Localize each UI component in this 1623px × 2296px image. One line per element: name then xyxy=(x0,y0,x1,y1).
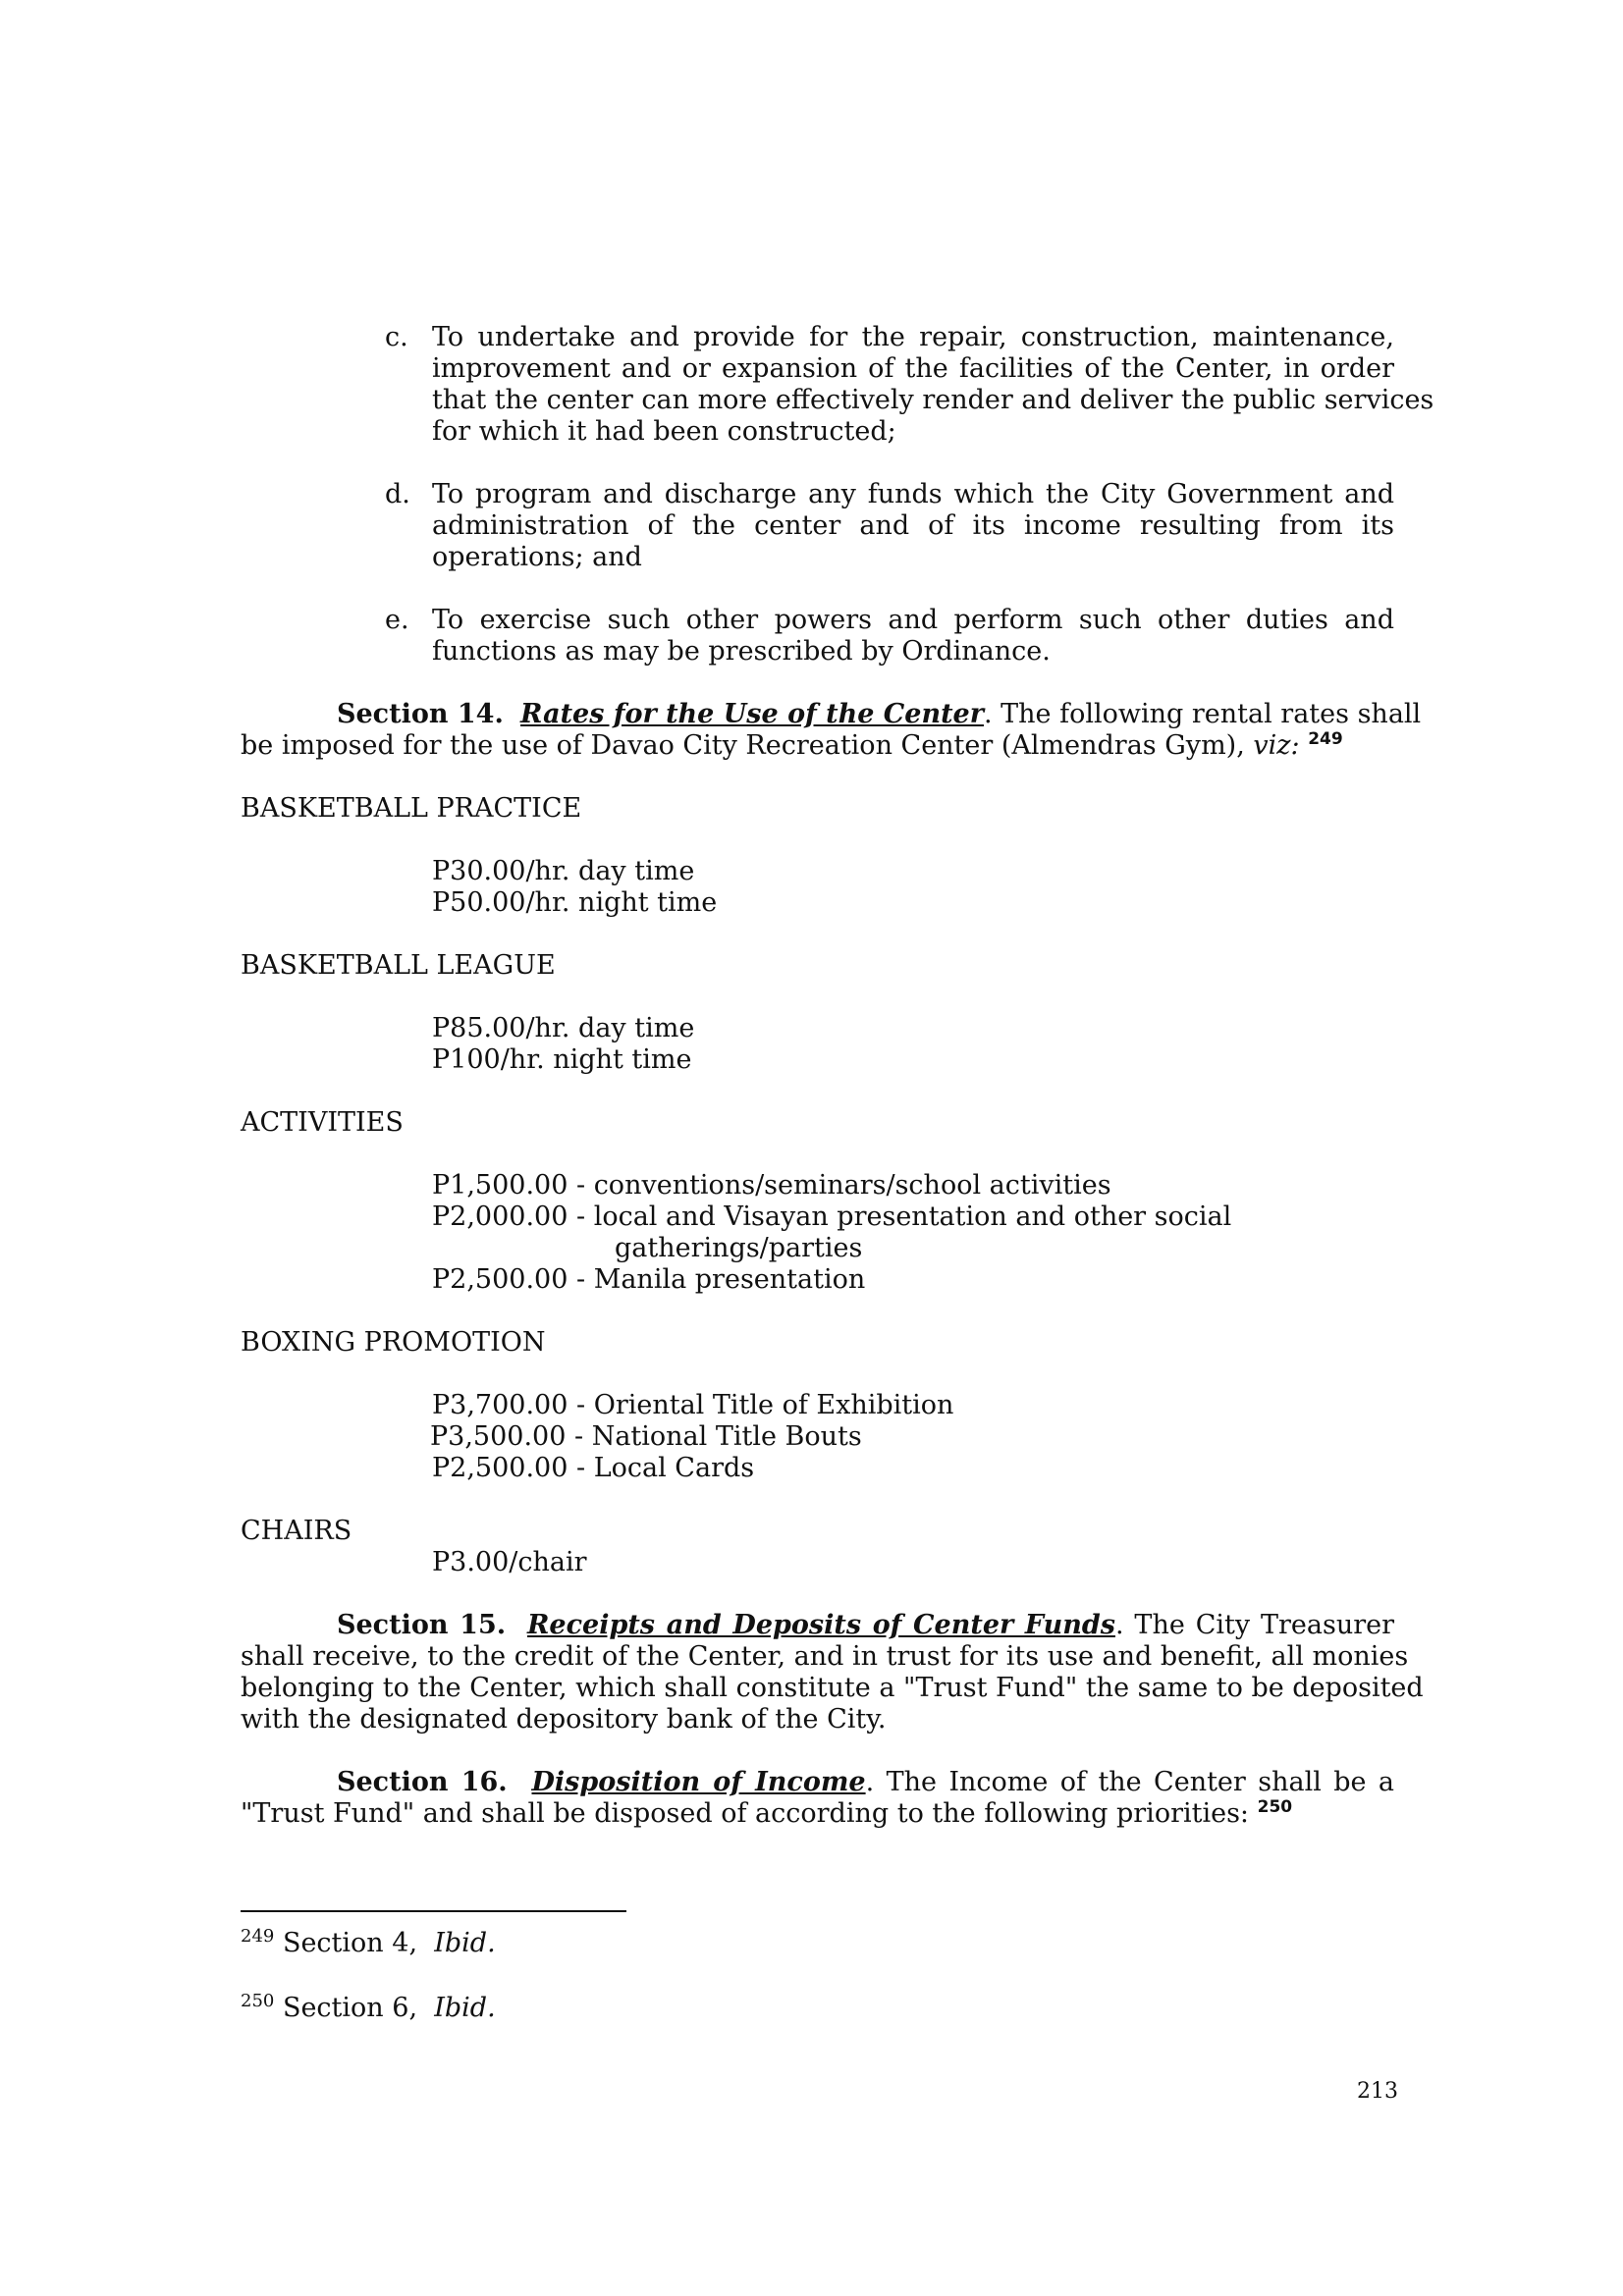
rate-item: P2,500.00 - Local Cards xyxy=(432,1453,755,1483)
rate-item: P30.00/hr. day time xyxy=(432,856,695,886)
rate-item: P1,500.00 - conventions/seminars/school activities xyxy=(432,1170,1111,1201)
section-16-title: Disposition of Income xyxy=(531,1767,866,1797)
list-item-d-line-2: administration of the center and of its income resulting from its xyxy=(432,510,1394,541)
rate-item: P2,000.00 - local and Visayan presentation and other social xyxy=(432,1201,1232,1232)
rate-item: P3.00/chair xyxy=(432,1547,587,1577)
footnote-separator xyxy=(241,1910,626,1912)
section-16-heading xyxy=(337,1767,1394,1798)
list-item-e-line-1: To exercise such other powers and perform such other duties and xyxy=(432,605,1394,635)
section-15-heading xyxy=(337,1610,1394,1641)
footnote-ref: Ibid. xyxy=(434,1993,496,2023)
footnote-ref-249: 249 xyxy=(1308,729,1343,749)
list-item-d-line-3: operations; and xyxy=(432,542,642,572)
rate-item: P2,500.00 - Manila presentation xyxy=(432,1264,866,1295)
list-item-e-line-2: functions as may be prescribed by Ordinance. xyxy=(432,636,1051,667)
footnote-250 xyxy=(241,1993,496,2024)
rate-item: P3,500.00 - National Title Bouts xyxy=(430,1421,862,1452)
section-15-title: Receipts and Deposits of Center Funds xyxy=(526,1610,1115,1640)
footnote-number: 249 xyxy=(241,1926,275,1947)
list-letter-e: e. xyxy=(385,605,409,635)
rate-heading-chairs: CHAIRS xyxy=(241,1516,352,1546)
section-15-line-4: with the designated depository bank of the City. xyxy=(241,1704,887,1735)
section-14-line-1-rest: . The following rental rates shall xyxy=(983,699,1422,729)
section-16-line-2 xyxy=(241,1798,1394,1830)
section-14-viz: viz: xyxy=(1253,730,1300,761)
section-16-line-2-text: "Trust Fund" and shall be disposed of according to the following priorities: xyxy=(241,1798,1250,1829)
list-letter-d: d. xyxy=(385,479,410,509)
section-14-label: Section 14. xyxy=(337,699,504,729)
page-number: 213 xyxy=(1357,2079,1398,2104)
section-14-title: Rates for the Use of the Center xyxy=(520,699,984,729)
list-item-c-line-3: that the center can more effectively render and deliver the public services xyxy=(432,385,1434,415)
rate-item: P50.00/hr. night time xyxy=(432,887,718,918)
section-14-heading xyxy=(337,699,1422,730)
list-item-c-line-4: for which it had been constructed; xyxy=(432,416,896,447)
footnote-text: Section 4, xyxy=(282,1928,418,1958)
list-item-d-line-1: To program and discharge any funds which the City Government and xyxy=(432,479,1394,509)
section-14-line-2 xyxy=(241,730,1394,762)
rate-heading-boxing-promotion: BOXING PROMOTION xyxy=(241,1327,546,1358)
list-item-c-line-2: improvement and or expansion of the facilities of the Center, in order xyxy=(432,353,1394,384)
list-letter-c: c. xyxy=(385,322,408,352)
section-15-line-1-rest: . The City Treasurer xyxy=(1114,1610,1395,1640)
rate-item: P3,700.00 - Oriental Title of Exhibition xyxy=(432,1390,954,1420)
section-16-line-1-rest: . The Income of the Center shall be a xyxy=(865,1767,1394,1797)
section-15-line-2: shall receive, to the credit of the Center, and in trust for its use and benefit, all monies xyxy=(241,1641,1409,1672)
rate-heading-basketball-league: BASKETBALL LEAGUE xyxy=(241,950,556,981)
rate-heading-activities: ACTIVITIES xyxy=(241,1107,404,1138)
section-14-line-2-text: be imposed for the use of Davao City Recreation Center (Almendras Gym), xyxy=(241,730,1245,761)
footnote-249 xyxy=(241,1928,496,1959)
footnote-ref: Ibid. xyxy=(434,1928,496,1958)
section-16-label: Section 16. xyxy=(337,1767,508,1797)
footnote-number: 250 xyxy=(241,1991,275,2011)
footnote-text: Section 6, xyxy=(282,1993,418,2023)
section-15-label: Section 15. xyxy=(337,1610,507,1640)
rate-item: P100/hr. night time xyxy=(432,1044,692,1075)
rate-heading-basketball-practice: BASKETBALL PRACTICE xyxy=(241,793,582,824)
footnote-ref-250: 250 xyxy=(1257,1797,1293,1817)
section-15-line-3: belonging to the Center, which shall constitute a "Trust Fund" the same to be deposited xyxy=(241,1673,1424,1703)
rate-item-continuation: gatherings/parties xyxy=(615,1233,863,1263)
rate-item: P85.00/hr. day time xyxy=(432,1013,695,1043)
list-item-c-line-1: To undertake and provide for the repair, construction, maintenance, xyxy=(432,322,1394,352)
